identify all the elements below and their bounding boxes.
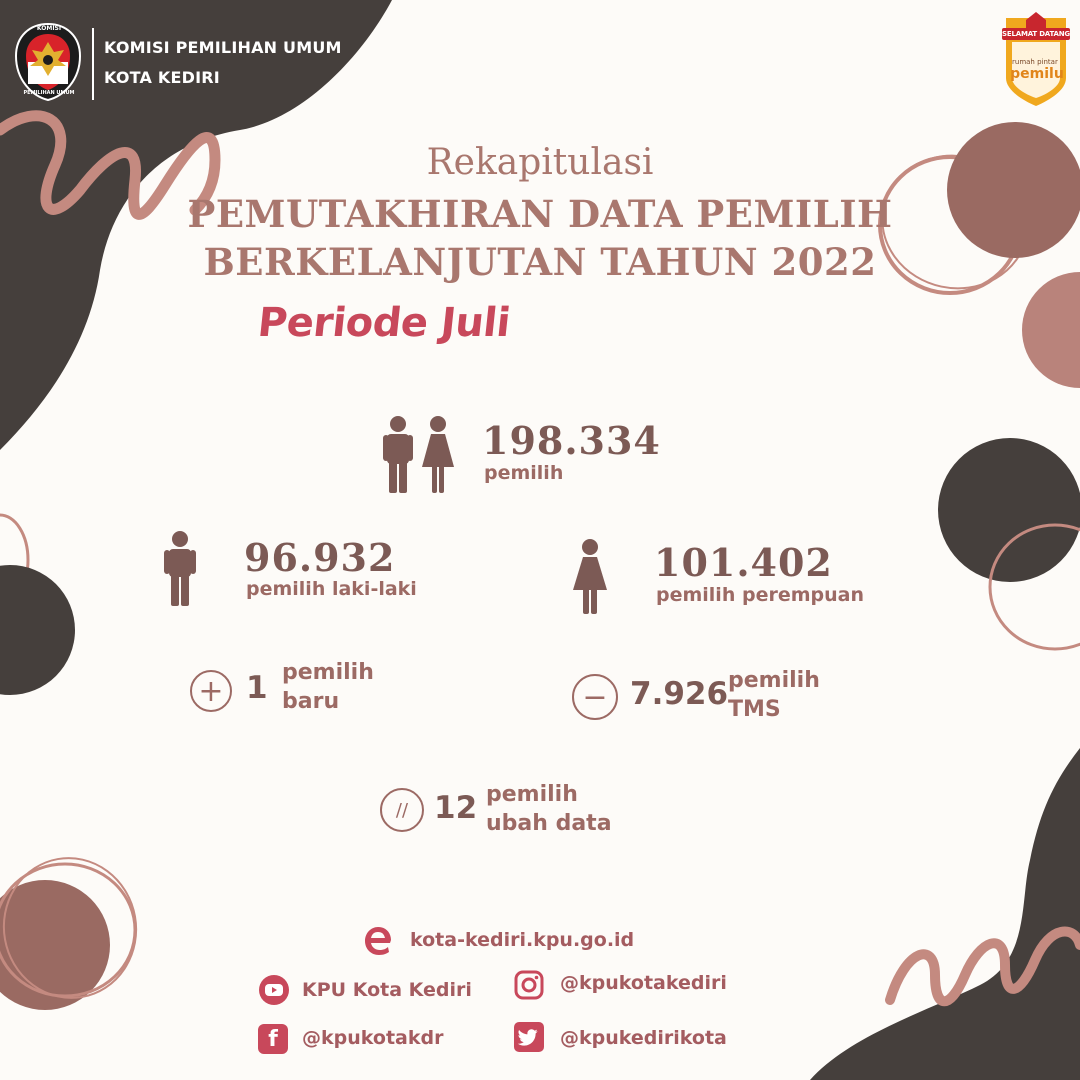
new-voters-label: pemilih baru bbox=[282, 660, 374, 714]
male-voter-icon bbox=[160, 530, 200, 608]
website-icon bbox=[362, 924, 394, 956]
facebook-icon: f bbox=[258, 1024, 288, 1054]
tms-voters-value: 7.926 bbox=[630, 676, 729, 712]
changed-voters-label: pemilih ubah data bbox=[486, 782, 612, 836]
plus-icon: + bbox=[190, 670, 232, 712]
change-data-icon: // bbox=[380, 788, 424, 832]
male-voters-label: pemilih laki-laki bbox=[246, 578, 417, 600]
total-voters-value: 198.334 bbox=[482, 418, 661, 463]
org-name-line2: KOTA KEDIRI bbox=[104, 68, 220, 87]
facebook-link[interactable]: @kpukotakdr bbox=[302, 1027, 444, 1049]
total-voters-label: pemilih bbox=[484, 462, 564, 484]
male-voters-value: 96.932 bbox=[244, 535, 396, 580]
title-line2: PEMUTAKHIRAN DATA PEMILIH bbox=[187, 192, 893, 236]
left-dark-circle bbox=[0, 565, 75, 695]
instagram-icon bbox=[514, 970, 544, 1000]
twitter-icon bbox=[514, 1022, 544, 1052]
twitter-link[interactable]: @kpukedirikota bbox=[560, 1027, 727, 1049]
bottom-right-dark-blob bbox=[810, 748, 1080, 1080]
voters-couple-icon bbox=[378, 415, 460, 497]
org-name-line1: KOMISI PEMILIHAN UMUM bbox=[104, 38, 342, 57]
header-divider bbox=[92, 28, 94, 100]
right-circle-salmon bbox=[1022, 272, 1080, 388]
new-voters-value: 1 bbox=[246, 670, 268, 706]
logo-text-bottom: PEMILIHAN UMUM bbox=[23, 90, 75, 96]
badge-line1: rumah pintar bbox=[1012, 58, 1058, 66]
youtube-link[interactable]: KPU Kota Kediri bbox=[302, 979, 472, 1001]
female-voters-value: 101.402 bbox=[654, 540, 833, 585]
instagram-link[interactable]: @kpukotakediri bbox=[560, 972, 727, 994]
website-link[interactable]: kota-kediri.kpu.go.id bbox=[410, 929, 635, 951]
logo-text-top: KOMISI bbox=[36, 25, 62, 32]
title-line1: Rekapitulasi bbox=[426, 142, 654, 183]
tms-voters-label: pemilih TMS bbox=[728, 668, 820, 722]
female-voter-icon bbox=[570, 538, 610, 616]
badge-welcome-text: SELAMAT DATANG bbox=[1002, 30, 1070, 38]
changed-voters-value: 12 bbox=[434, 790, 478, 826]
period-label: Periode Juli bbox=[255, 300, 513, 346]
title-line3: BERKELANJUTAN TAHUN 2022 bbox=[203, 240, 877, 284]
youtube-icon bbox=[258, 974, 290, 1006]
badge-line2: pemilu bbox=[1010, 66, 1064, 82]
right-dark-circle bbox=[938, 438, 1080, 582]
female-voters-label: pemilih perempuan bbox=[656, 584, 864, 606]
minus-icon: − bbox=[572, 674, 618, 720]
